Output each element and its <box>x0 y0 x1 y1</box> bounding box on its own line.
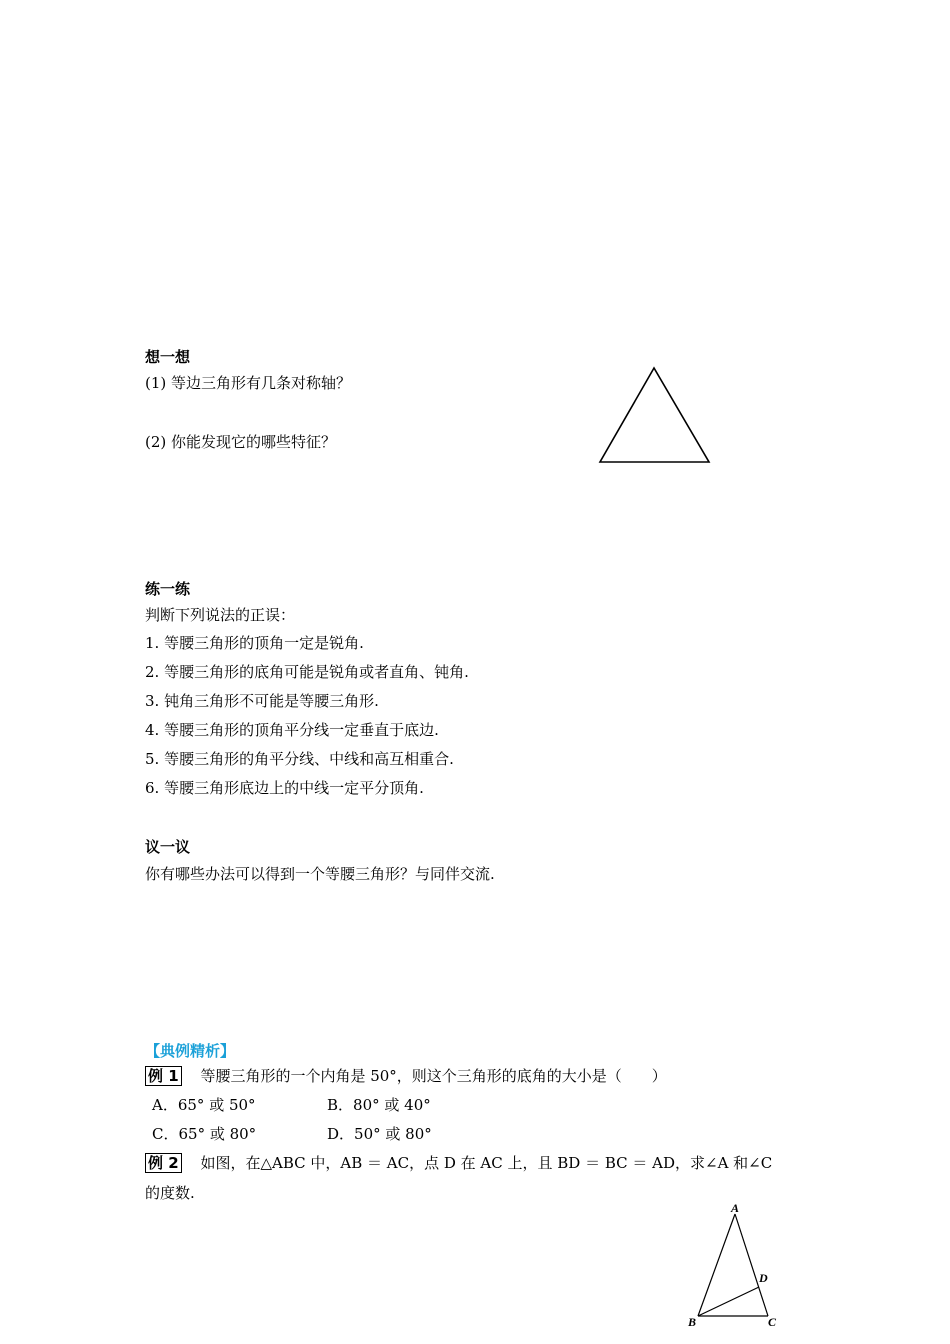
example-2-figure <box>680 1198 790 1338</box>
vertex-label-a: A <box>731 1201 740 1215</box>
example-2-label: 例 2 <box>145 1153 182 1173</box>
equilateral-triangle-figure <box>596 364 714 468</box>
think-question-2: (2) 你能发现它的哪些特征？ <box>145 433 337 451</box>
practice-item: 6. 等腰三角形底边上的中线一定平分顶角. <box>145 779 424 797</box>
example-1-option-d: D．50° 或 80° <box>327 1125 432 1143</box>
practice-heading: 练一练 <box>145 580 191 598</box>
examples-section-title: 【典例精析】 <box>145 1042 236 1060</box>
think-question-1: (1) 等边三角形有几条对称轴？ <box>145 374 352 392</box>
example-1-label: 例 1 <box>145 1066 182 1086</box>
example-1-option-c: C．65° 或 80° <box>152 1125 257 1143</box>
vertex-label-d: D <box>759 1271 768 1285</box>
practice-item: 3. 钝角三角形不可能是等腰三角形. <box>145 692 379 710</box>
discuss-heading: 议一议 <box>145 838 191 856</box>
practice-item: 4. 等腰三角形的顶角平分线一定垂直于底边. <box>145 721 439 739</box>
practice-item: 5. 等腰三角形的角平分线、中线和高互相重合. <box>145 750 454 768</box>
think-heading: 想一想 <box>145 348 191 366</box>
practice-item: 2. 等腰三角形的底角可能是锐角或者直角、钝角. <box>145 663 469 681</box>
vertex-label-b: B <box>688 1315 697 1329</box>
example-1-question-row <box>145 1066 667 1086</box>
practice-intro: 判断下列说法的正误： <box>145 606 296 624</box>
discuss-text: 你有哪些办法可以得到一个等腰三角形？与同伴交流. <box>145 865 495 883</box>
example-1-option-a: A．65° 或 50° <box>152 1096 256 1114</box>
example-1-option-b: B．80° 或 40° <box>327 1096 431 1114</box>
practice-item: 1. 等腰三角形的顶角一定是锐角. <box>145 634 364 652</box>
segment-ac <box>735 1214 768 1316</box>
vertex-label-c: C <box>768 1315 777 1329</box>
triangle-shape <box>600 368 709 462</box>
example-2-question: 如图，在△ABC 中，AB ＝ AC，点 D 在 AC 上，且 BD ＝ BC ＝ AD，求∠A 和∠C <box>200 1154 773 1172</box>
example-2-question-cont: 的度数. <box>145 1184 195 1202</box>
example-1-question: 等腰三角形的一个内角是 50°，则这个三角形的底角的大小是（ ） <box>200 1067 667 1085</box>
example-2-question-row <box>145 1153 772 1173</box>
